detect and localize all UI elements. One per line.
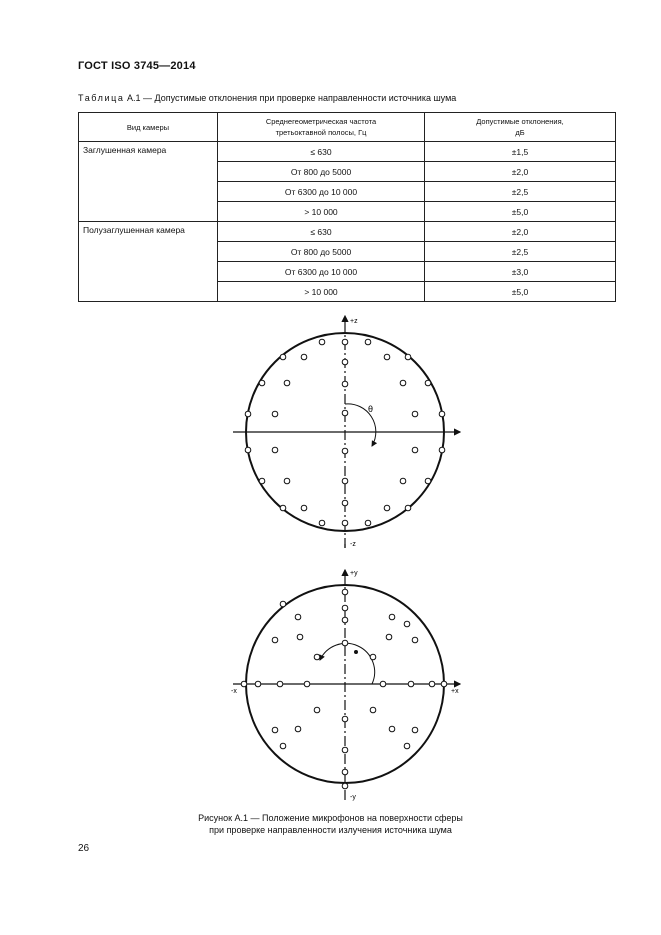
deviation-cell: ±2,0 — [425, 162, 616, 182]
microphone-point — [386, 634, 392, 640]
frequency-cell: ≤ 630 — [218, 142, 425, 162]
microphone-positions-figure — [0, 300, 661, 810]
table-header-row — [79, 113, 616, 142]
microphone-point — [272, 727, 278, 733]
microphone-point — [412, 447, 418, 453]
deviation-cell: ±3,0 — [425, 262, 616, 282]
theta-label: θ — [368, 404, 374, 414]
col-header-frequency-line2: третьоктавной полосы, Гц — [275, 128, 367, 137]
microphone-point — [425, 478, 431, 484]
axis-label-plus-x: +x — [451, 688, 459, 695]
microphone-point — [342, 500, 348, 506]
microphone-point — [314, 707, 320, 713]
frequency-cell: > 10 000 — [218, 282, 425, 302]
microphone-point — [342, 478, 348, 484]
chamber-type-cell: Полузаглушенная камера — [79, 222, 218, 302]
col-header-frequency-line1: Среднегеометрическая частота — [265, 117, 377, 126]
deviation-cell: ±5,0 — [425, 202, 616, 222]
col-header-type: Вид камеры — [79, 113, 218, 142]
table-caption-label: Таблица — [78, 93, 125, 103]
table-row — [79, 142, 616, 162]
microphone-point — [342, 339, 348, 345]
col-header-deviation — [425, 113, 616, 142]
microphone-point — [342, 520, 348, 526]
microphone-point — [439, 411, 445, 417]
microphone-point — [400, 380, 406, 386]
frequency-cell: От 6300 до 10 000 — [218, 262, 425, 282]
microphone-point — [412, 727, 418, 733]
microphone-point — [280, 505, 286, 511]
microphone-point — [439, 447, 445, 453]
deviation-cell: ±2,0 — [425, 222, 616, 242]
microphone-point — [280, 354, 286, 360]
microphone-point — [370, 654, 376, 660]
microphone-point — [245, 447, 251, 453]
microphone-point — [342, 640, 348, 646]
deviation-table — [78, 112, 616, 302]
frequency-cell: От 800 до 5000 — [218, 242, 425, 262]
frequency-cell: ≤ 630 — [218, 222, 425, 242]
bottom-microphone-points — [241, 589, 447, 789]
microphone-point — [297, 634, 303, 640]
microphone-point — [259, 478, 265, 484]
frequency-cell: От 800 до 5000 — [218, 162, 425, 182]
page-number: 26 — [78, 843, 90, 854]
microphone-point — [365, 520, 371, 526]
microphone-point — [342, 747, 348, 753]
microphone-point — [389, 614, 395, 620]
microphone-point — [284, 380, 290, 386]
microphone-point — [370, 707, 376, 713]
deviation-cell: ±5,0 — [425, 282, 616, 302]
microphone-point — [284, 478, 290, 484]
microphone-point — [272, 637, 278, 643]
figure-caption-line2: при проверке направленности излучения источника шума — [209, 825, 452, 835]
microphone-point — [304, 681, 310, 687]
microphone-point — [342, 605, 348, 611]
axis-label-minus-x: -x — [231, 688, 237, 695]
microphone-point — [301, 505, 307, 511]
microphone-point — [295, 614, 301, 620]
document-header: ГОСТ ISO 3745—2014 — [78, 60, 196, 72]
microphone-point — [245, 411, 251, 417]
microphone-point — [342, 716, 348, 722]
axis-label-minus-z: -z — [350, 541, 356, 548]
deviation-cell: ±2,5 — [425, 182, 616, 202]
microphone-point — [408, 681, 414, 687]
microphone-point — [342, 783, 348, 789]
microphone-point — [441, 681, 447, 687]
microphone-point — [429, 681, 435, 687]
microphone-point — [425, 380, 431, 386]
microphone-point — [412, 411, 418, 417]
axis-label-minus-y: -y — [350, 794, 356, 801]
microphone-point — [342, 410, 348, 416]
chamber-type-cell: Заглушенная камера — [79, 142, 218, 222]
microphone-point — [319, 339, 325, 345]
microphone-point — [342, 769, 348, 775]
microphone-point — [319, 520, 325, 526]
microphone-point — [272, 447, 278, 453]
microphone-point — [380, 681, 386, 687]
microphone-point — [259, 380, 265, 386]
microphone-point — [365, 339, 371, 345]
microphone-point — [280, 743, 286, 749]
microphone-point — [342, 381, 348, 387]
microphone-point — [255, 681, 261, 687]
microphone-point — [405, 505, 411, 511]
frequency-cell: От 6300 до 10 000 — [218, 182, 425, 202]
axis-label-plus-z: +z — [350, 318, 358, 325]
col-header-deviation-line1: Допустимые отклонения, — [476, 117, 564, 126]
figure-caption-line1: Рисунок А.1 — Положение микрофонов на поверхности сферы — [198, 813, 463, 823]
col-header-frequency — [218, 113, 425, 142]
microphone-point — [400, 478, 406, 484]
microphone-point — [280, 601, 286, 607]
microphone-point — [342, 359, 348, 365]
microphone-point — [342, 617, 348, 623]
microphone-point — [384, 354, 390, 360]
deviation-cell: ±2,5 — [425, 242, 616, 262]
frequency-cell: > 10 000 — [218, 202, 425, 222]
microphone-point — [272, 411, 278, 417]
microphone-point — [241, 681, 247, 687]
figure-caption — [0, 812, 661, 836]
phi-arc — [320, 643, 375, 684]
microphone-point — [301, 354, 307, 360]
microphone-point — [405, 354, 411, 360]
microphone-point — [314, 654, 320, 660]
table-caption — [78, 93, 456, 103]
microphone-point — [389, 726, 395, 732]
top-diagram — [233, 316, 460, 548]
microphone-point — [295, 726, 301, 732]
microphone-point — [342, 448, 348, 454]
microphone-point — [404, 621, 410, 627]
phi-dot — [354, 650, 358, 654]
table-caption-text: А.1 — Допустимые отклонения при проверке направленности источника шума — [124, 93, 457, 103]
deviation-cell: ±1,5 — [425, 142, 616, 162]
microphone-point — [277, 681, 283, 687]
microphone-point — [412, 637, 418, 643]
microphone-point — [384, 505, 390, 511]
col-header-deviation-line2: дБ — [515, 128, 525, 137]
microphone-point — [342, 589, 348, 595]
table-row — [79, 222, 616, 242]
microphone-point — [404, 743, 410, 749]
axis-label-plus-y: +y — [350, 570, 358, 577]
bottom-diagram — [231, 570, 460, 801]
